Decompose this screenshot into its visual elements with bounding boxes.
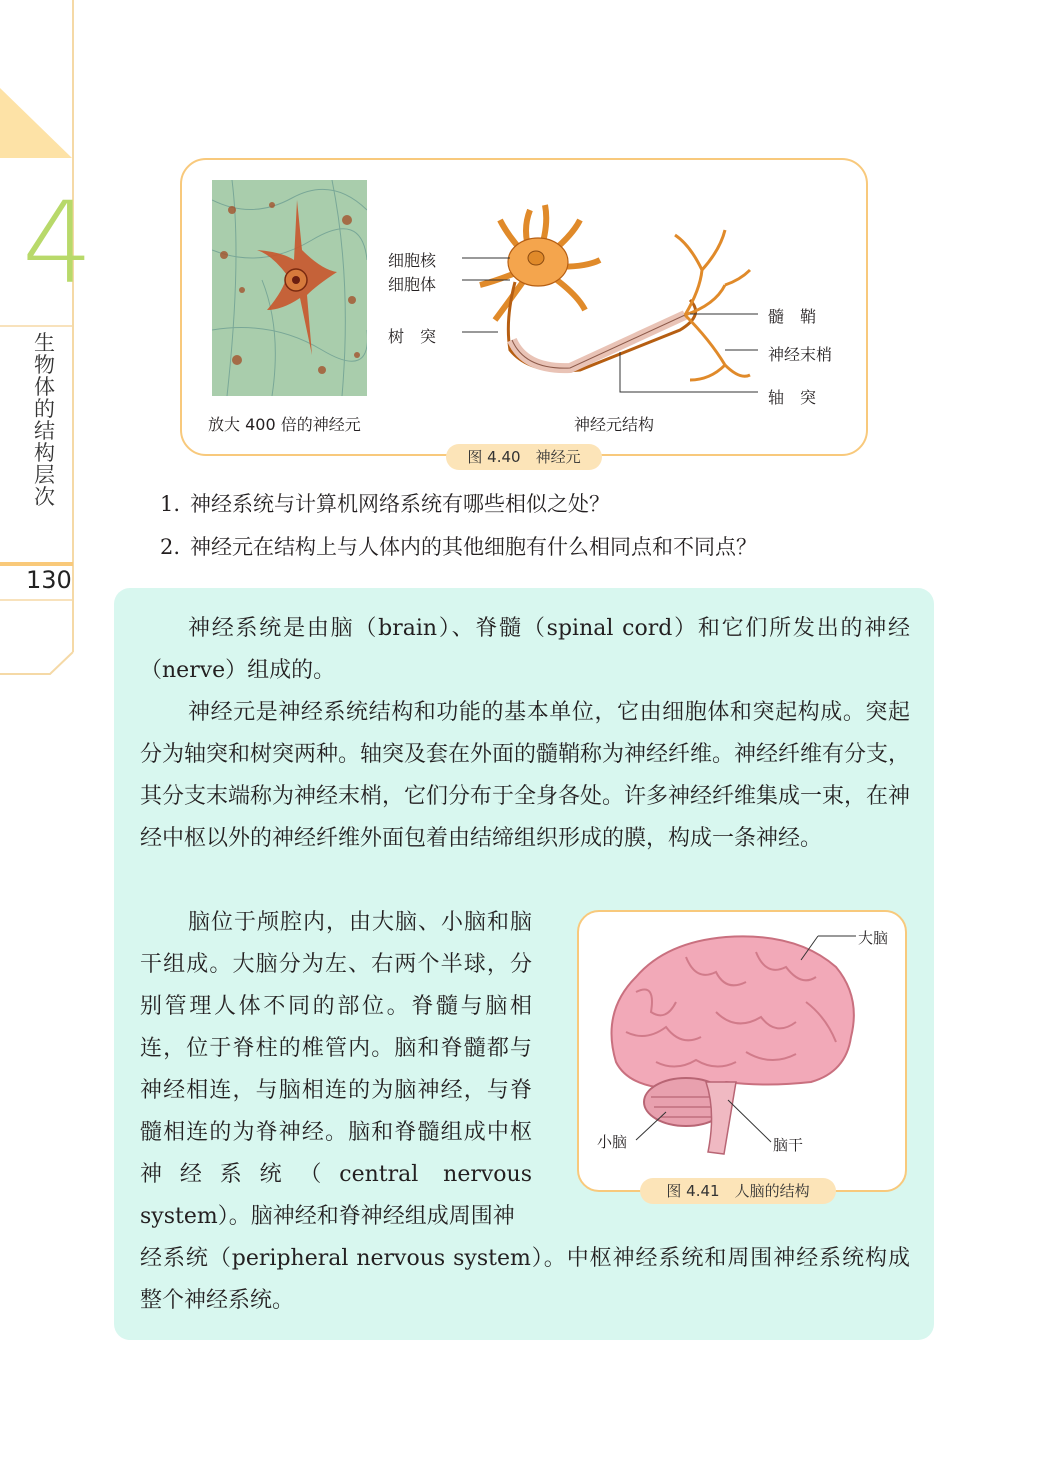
page-number: 130	[26, 566, 72, 594]
paragraph-nervous-system-composition: 经系统（peripheral nervous system）。中枢神经系统和周围神经系统构成整个神经系统。	[140, 1246, 910, 1313]
label-myelin: 髓 鞘	[768, 307, 817, 326]
neuron-micrograph	[212, 180, 367, 396]
micrograph-caption: 放大 400 倍的神经元	[208, 415, 361, 434]
question-1	[160, 490, 610, 518]
neuron-structure-diagram	[440, 190, 770, 400]
label-axon: 轴 突	[768, 388, 817, 407]
diagram-caption: 神经元结构	[574, 415, 655, 434]
question-2	[160, 533, 757, 561]
label-cell-body: 细胞体	[388, 275, 437, 294]
label-brainstem: 脑干	[773, 1136, 804, 1154]
brain-illustration	[596, 922, 896, 1162]
figure-4-41-tag: 图 4.41 人脑的结构	[640, 1178, 836, 1204]
figure-4-40-tag: 图 4.40 神经元	[446, 444, 602, 470]
label-dendrite: 树 突	[388, 327, 437, 346]
chapter-sidebar	[0, 0, 94, 1474]
paragraph-neuron: 神经元是神经系统结构和功能的基本单位，它由细胞体和突起构成。突起分为轴突和树突两种。轴突及套在外面的髓鞘称为神经纤维。神经纤维有分支，其分支末端称为神经末梢，它们分布于全身各处。许多神经纤维集成一束，在神经中枢以外的神经纤维外面包着由结缔组织形成的膜，构成一条神经。	[140, 700, 911, 851]
paragraph-nervous-system: 神经系统是由脑（brain）、脊髓（spinal cord）和它们所发出的神经（nerve）组成的。	[140, 616, 910, 683]
chapter-number: 4	[22, 179, 94, 309]
label-nerve-ending: 神经末梢	[768, 345, 833, 364]
label-cerebellum: 小脑	[597, 1133, 628, 1151]
label-cerebrum: 大脑	[858, 929, 889, 947]
question-2-number: 2.	[160, 535, 181, 559]
chapter-title: 生物体的结构层次	[34, 331, 55, 509]
question-1-text: 神经系统与计算机网络系统有哪些相似之处？	[190, 492, 610, 516]
question-2-text: 神经元在结构上与人体内的其他细胞有什么相同点和不同点？	[190, 535, 757, 559]
label-nucleus: 细胞核	[388, 251, 437, 270]
question-1-number: 1.	[160, 492, 181, 516]
paragraph-brain: 脑位于颅腔内，由大脑、小脑和脑干组成。大脑分为左、右两个半球，分别管理人体不同的部位。脊髓与脑相连，位于脊柱的椎管内。脑和脊髓都与神经相连，与脑相连的为脑神经，与脊髓相连的为脊神经。脑和脊髓组成中枢神经系统（central nervous system）。脑神经和脊神经组成周围神	[140, 910, 532, 1229]
